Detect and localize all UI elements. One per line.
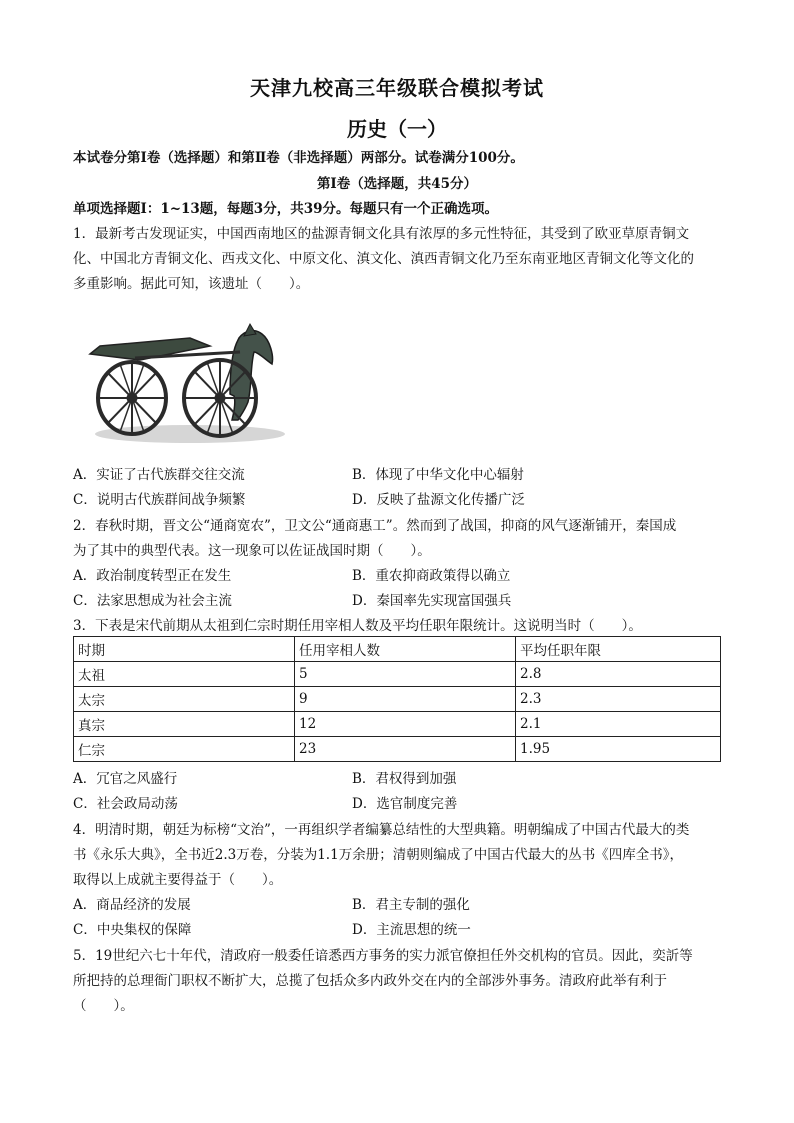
table-cell: 5 xyxy=(295,662,516,687)
q1-option-d: D．反映了盐源文化传播广泛 xyxy=(352,492,525,508)
q5-line-3: （ ）。 xyxy=(73,998,134,1014)
q2-option-a: A．政治制度转型正在发生 xyxy=(73,568,232,584)
table-row xyxy=(74,712,721,737)
q4-option-c: C．中央集权的保障 xyxy=(73,922,192,938)
q3-option-d: D．选官制度完善 xyxy=(352,796,458,812)
intro-text: 本试卷分第Ⅰ卷（选择题）和第Ⅱ卷（非选择题）两部分。试卷满分100分。 xyxy=(73,150,524,166)
q1-option-b: B．体现了中华文化中心辐射 xyxy=(352,467,524,483)
table-header-cell: 任用宰相人数 xyxy=(295,637,516,662)
q1-line-2: 化、中国北方青铜文化、西戎文化、中原文化、滇文化、滇西青铜文化乃至东南亚地区青铜文化等文化的 xyxy=(73,251,694,267)
q1-line-3: 多重影响。据此可知，该遗址（ ）。 xyxy=(73,276,310,292)
section-instruction: 单项选择题Ⅰ：1~13题，每题3分，共39分。每题只有一个正确选项。 xyxy=(73,201,498,217)
q3-option-c: C．社会政局动荡 xyxy=(73,796,178,812)
table-row xyxy=(74,737,721,762)
table-header-cell: 平均任职年限 xyxy=(516,637,721,662)
q5-line-1: 5．19世纪六七十年代，清政府一般委任谙悉西方事务的实力派官僚担任外交机构的官员。因此，奕訢等 xyxy=(73,948,693,964)
table-cell: 1.95 xyxy=(516,737,721,762)
exam-title: 天津九校高三年级联合模拟考试 xyxy=(250,76,544,100)
q2-option-c: C．法家思想成为社会主流 xyxy=(73,593,232,609)
q3-option-a: A．冗官之风盛行 xyxy=(73,771,178,787)
q3-line-1: 3．下表是宋代前期从太祖到仁宗时期任用宰相人数及平均任职年限统计。这说明当时（ ）。 xyxy=(73,618,642,634)
section-title: 第Ⅰ卷（选择题，共45分） xyxy=(316,176,478,192)
table-cell: 太宗 xyxy=(74,687,295,712)
q4-line-1: 4．明清时期，朝廷为标榜“文治”，一再组织学者编纂总结性的大型典籍。明朝编成了中国古代最大的类 xyxy=(73,822,690,838)
exam-subtitle: 历史（一） xyxy=(347,117,447,141)
table-header-cell: 时期 xyxy=(74,637,295,662)
table-cell: 仁宗 xyxy=(74,737,295,762)
table-header-row xyxy=(74,637,721,662)
table-row xyxy=(74,662,721,687)
q4-line-3: 取得以上成就主要得益于（ ）。 xyxy=(73,872,283,888)
q3-table xyxy=(73,636,721,762)
q2-line-2: 为了其中的典型代表。这一现象可以佐证战国时期（ ）。 xyxy=(73,543,431,559)
table-cell: 23 xyxy=(295,737,516,762)
table-cell: 太祖 xyxy=(74,662,295,687)
table-cell: 2.3 xyxy=(516,687,721,712)
q3-option-b: B．君权得到加强 xyxy=(352,771,457,787)
table-row xyxy=(74,687,721,712)
table-cell: 9 xyxy=(295,687,516,712)
table-cell: 2.1 xyxy=(516,712,721,737)
q4-option-b: B．君主专制的强化 xyxy=(352,897,470,913)
table-cell: 真宗 xyxy=(74,712,295,737)
table-cell: 12 xyxy=(295,712,516,737)
q4-option-d: D．主流思想的统一 xyxy=(352,922,471,938)
q1-option-a: A．实证了古代族群交往交流 xyxy=(73,467,245,483)
q1-option-c: C．说明古代族群间战争频繁 xyxy=(73,492,246,508)
q2-line-1: 2．春秋时期，晋文公“通商宽农”，卫文公“通商惠工”。然而到了战国，抑商的风气逐渐铺开，秦国成 xyxy=(73,518,677,534)
q2-option-b: B．重农抑商政策得以确立 xyxy=(352,568,511,584)
q1-line-1: 1．最新考古发现证实，中国西南地区的盐源青铜文化具有浓厚的多元性特征，其受到了欧亚草原青铜文 xyxy=(73,226,690,242)
q4-option-a: A．商品经济的发展 xyxy=(73,897,191,913)
bronze-chariot-image xyxy=(80,316,290,446)
q4-line-2: 书《永乐大典》，全书近2.3万卷，分装为1.1万余册；清朝则编成了中国古代最大的丛书《四库全书》， xyxy=(73,847,683,863)
table-cell: 2.8 xyxy=(516,662,721,687)
q2-option-d: D．秦国率先实现富国强兵 xyxy=(352,593,512,609)
q5-line-2: 所把持的总理衙门职权不断扩大，总揽了包括众多内政外交在内的全部涉外事务。清政府此举有利于 xyxy=(73,973,667,989)
